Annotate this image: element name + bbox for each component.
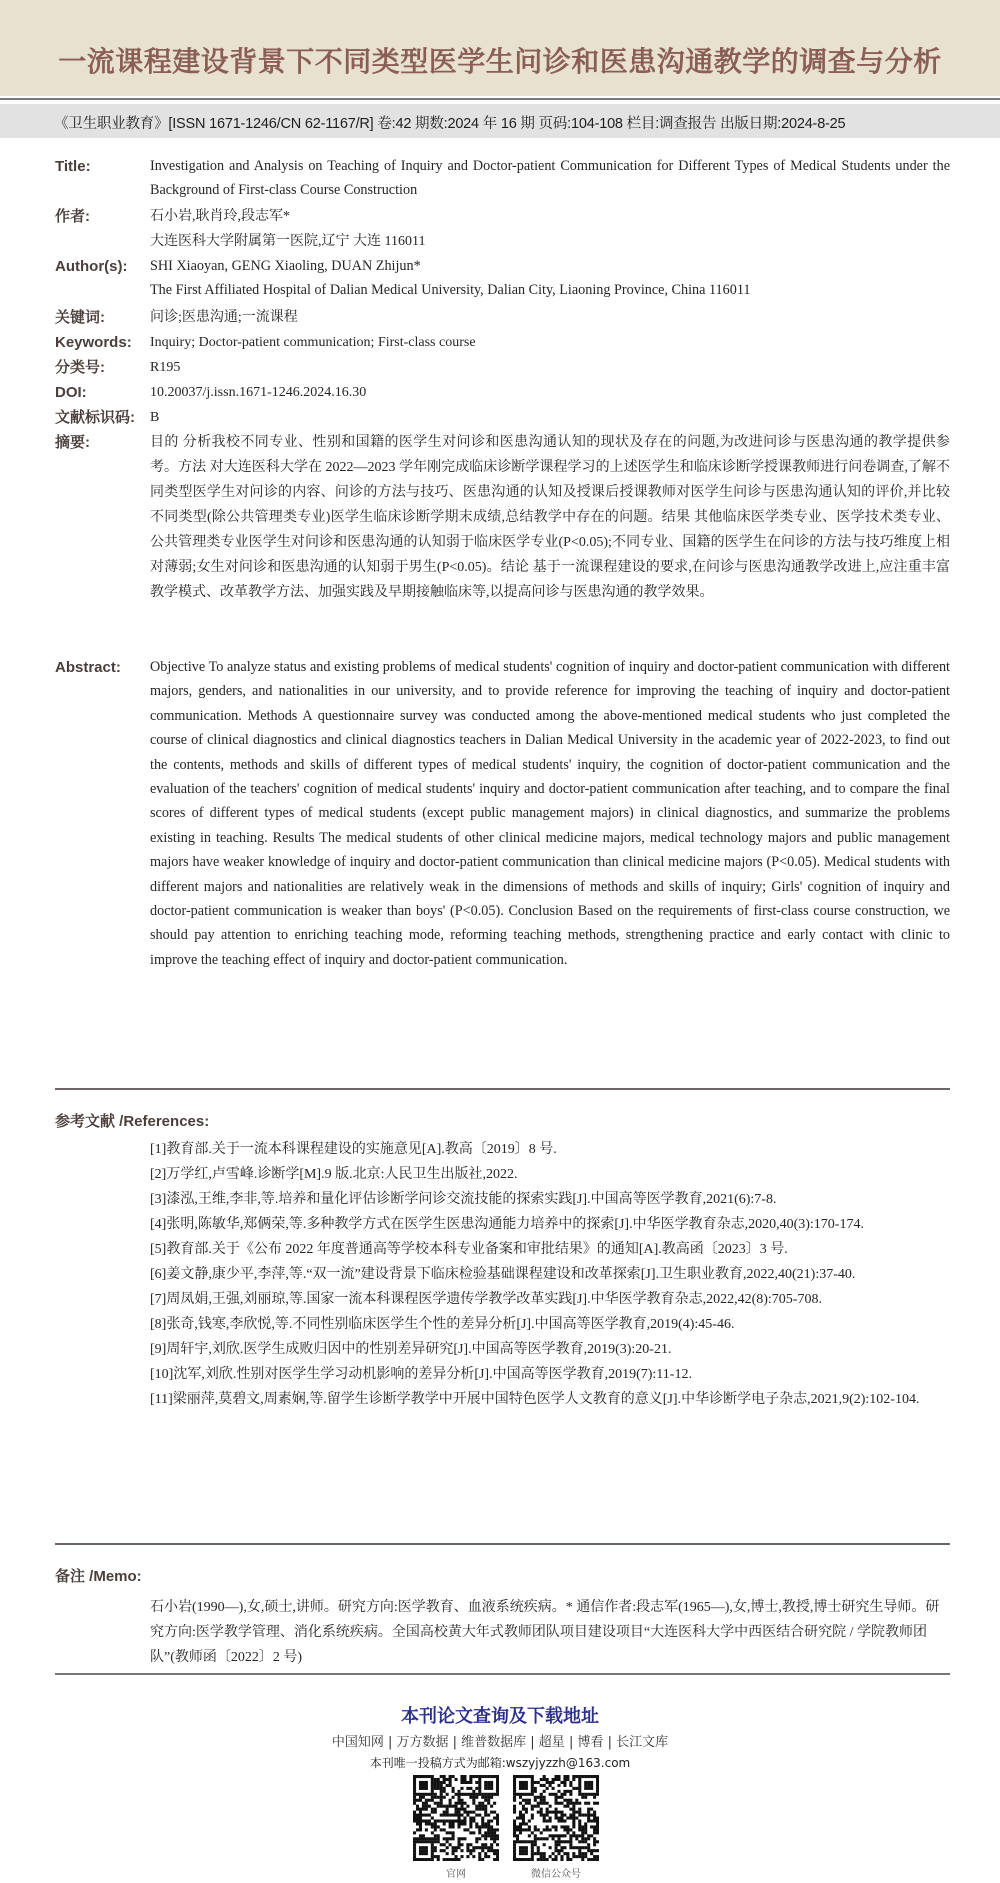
qr-code-wechat[interactable] <box>513 1775 599 1861</box>
field-author-cn <box>55 204 950 254</box>
reference-item: [8]张奇,钱寒,李欣悦,等.不同性别临床医学生个性的差异分析[J].中国高等医学教育,2019(4):45-46. <box>150 1317 735 1332</box>
qr-caption-wechat: 微信公众号 <box>531 1869 581 1880</box>
label-doi: DOI: <box>55 384 87 401</box>
reference-item: [9]周轩宇,刘欣.医学生成败归因中的性别差异研究[J].中国高等医学教育,2019(3):20-21. <box>150 1342 672 1357</box>
label-abstract-cn: 摘要: <box>55 434 90 451</box>
references-list <box>150 1137 950 1412</box>
label-keywords-en: Keywords: <box>55 334 132 351</box>
database-list: 中国知网 | 万方数据 | 维普数据库 | 超星 | 博看 | 长江文库 <box>331 1735 669 1750</box>
english-title: Investigation and Analysis on Teaching of Inquiry and Doctor-patient Communication for Different Types of Medical Students under the Background of First-class Course Construction <box>150 158 950 199</box>
field-keywords-cn <box>55 305 950 330</box>
label-abstract-en: Abstract: <box>55 659 121 676</box>
document-code: B <box>150 410 160 425</box>
label-title: Title: <box>55 158 91 175</box>
affiliation-en: The First Affiliated Hospital of Dalian Medical University, Dalian City, Liaoning Province, China 116011 <box>150 282 751 299</box>
abstract-en: Objective To analyze status and existing problems of medical students' cognition of inquiry and doctor-patient communication with different majors, genders, and nationalities in our university, and to provide reference for improving the teaching of inquiry and doctor-patient communication. Methods A questionnaire survey was conducted among the above-mentioned medical students who just completed the course of clinical diagnostics and clinical diagnostics teachers in Dalian Medical University in the academic year of 2022-2023, to find out the contents, methods and skills of different types of medical students' inquiry, the cognition of doctor-patient communication and the evaluation of the teachers' cognition of medical students' inquiry and doctor-patient communication after teaching, and to compare the final scores of different types of medical students (except public management majors) in clinical diagnostics, and summarize the problems existing in teaching. Results The medical students of other clinical medicine majors, medical technology majors and public management majors have weaker knowledge of inquiry and doctor-patient communication than clinical medicine majors (P<0.05). Medical students with different majors and nationalities are relatively weak in the dimensions of methods and skills of inquiry; Girls' cognition of inquiry and doctor-patient communication is weaker than boys' (P<0.05). Conclusion Based on the requirements of first-class course construction, we should pay attention to enriching teaching mode, reforming teaching methods, strengthening practice and early contact with clinic to improve the teaching effect of inquiry and doctor-patient communication. <box>150 659 950 968</box>
reference-item: [2]万学红,卢雪峰.诊断学[M].9 版.北京:人民卫生出版社,2022. <box>150 1167 518 1182</box>
field-title <box>55 154 950 203</box>
divider <box>55 1088 950 1090</box>
references-heading: 参考文献 /References: <box>55 1113 210 1130</box>
label-author-cn: 作者: <box>55 208 90 225</box>
field-classification <box>55 355 950 380</box>
classification-number: R195 <box>150 360 181 375</box>
article-title: 一流课程建设背景下不同类型医学生问诊和医患沟通教学的调查与分析 <box>58 45 942 78</box>
reference-item: [6]姜文静,康少平,李萍,等.“双一流”建设背景下临床检验基础课程建设和改革探索[J].卫生职业教育,2022,40(21):37-40. <box>150 1267 856 1282</box>
doi-link[interactable]: 10.20037/j.issn.1671-1246.2024.16.30 <box>150 385 367 400</box>
reference-item: [5]教育部.关于《公布 2022 年度普通高等学校本科专业备案和审批结果》的通知[A].教高函〔2023〕3 号. <box>150 1242 788 1257</box>
field-doi <box>55 380 950 405</box>
qr-caption-website: 官网 <box>446 1869 466 1880</box>
memo-heading: 备注 /Memo: <box>55 1568 142 1585</box>
affiliation-cn: 大连医科大学附属第一医院,辽宁 大连 116011 <box>150 234 426 249</box>
authors-cn: 石小岩,耿肖玲,段志军* <box>150 209 290 224</box>
field-document-code <box>55 405 950 430</box>
reference-item: [1]教育部.关于一流本科课程建设的实施意见[A].教高〔2019〕8 号. <box>150 1142 557 1157</box>
reference-item: [11]梁丽萍,莫碧文,周素娴,等.留学生诊断学教学中开展中国特色医学人文教育的意义[J].中华诊断学电子杂志,2021,9(2):102-104. <box>150 1392 920 1407</box>
journal-meta-bar <box>0 104 1000 138</box>
divider <box>55 1673 950 1675</box>
reference-item: [7]周凤娟,王强,刘丽琼,等.国家一流本科课程医学遗传学教学改革实践[J].中华医学教育杂志,2022,42(8):705-708. <box>150 1292 822 1307</box>
reference-item: [3]漆泓,王维,李非,等.培养和量化评估诊断学问诊交流技能的探索实践[J].中国高等医学教育,2021(6):7-8. <box>150 1192 777 1207</box>
title-banner <box>0 0 1000 96</box>
divider <box>55 1543 950 1545</box>
field-abstract-cn <box>55 430 950 605</box>
field-abstract-en <box>55 655 950 972</box>
divider <box>0 98 1000 100</box>
label-keywords-cn: 关键词: <box>55 309 105 326</box>
field-keywords-en <box>55 330 950 355</box>
memo-text: 石小岩(1990—),女,硕士,讲师。研究方向:医学教育、血液系统疾病。* 通信作者:段志军(1965—),女,博士,教授,博士研究生导师。研究方向:医学教学管理、消化系统疾病。全国高校黄大年式教师团队项目建设项目“大连医科大学中西医结合研究院 / 学院教师团队”(教师函〔2022〕2 号) <box>150 1600 940 1665</box>
keywords-cn: 问诊;医患沟通;一流课程 <box>150 310 298 325</box>
label-author-en: Author(s): <box>55 258 128 275</box>
label-document-code: 文献标识码: <box>55 409 135 426</box>
reference-item: [4]张明,陈敏华,郑俩荣,等.多种教学方式在医学生医患沟通能力培养中的探索[J].中华医学教育杂志,2020,40(3):170-174. <box>150 1217 864 1232</box>
footer-heading: 本刊论文查询及下载地址 <box>401 1706 599 1727</box>
label-classification: 分类号: <box>55 359 105 376</box>
journal-meta: 《卫生职业教育》[ISSN 1671-1246/CN 62-1167/R] 卷:42 期数:2024 年 16 期 页码:104-108 栏目:调查报告 出版日期:2024-8-25 <box>54 116 846 132</box>
authors-en: SHI Xiaoyan, GENG Xiaoling, DUAN Zhijun* <box>150 258 421 274</box>
qr-code-website[interactable] <box>413 1775 499 1861</box>
submission-email: 本刊唯一投稿方式为邮箱:wszyjyzzh@163.com <box>369 1756 631 1770</box>
abstract-cn: 目的 分析我校不同专业、性别和国籍的医学生对问诊和医患沟通认知的现状及存在的问题,为改进问诊与医患沟通的教学提供参考。方法 对大连医科大学在 2022—2023 学年刚完成临床诊断学课程学习的上述医学生和临床诊断学授课教师进行问卷调查,了解不同类型医学生对问诊的内容、问诊的方法与技巧、医患沟通的认知及授课后授课教师对医学生问诊与医患沟通认知的评价,并比较不同类型(除公共管理类专业)医学生临床诊断学期末成绩,总结教学中存在的问题。结果 其他临床医学类专业、医学技术类专业、公共管理类专业医学生对问诊和医患沟通的认知弱于临床医学专业(P<0.05);不同专业、国籍的医学生在问诊的方法与技巧维度上相对薄弱;女生对问诊和医患沟通的认知弱于男生(P<0.05)。结论 基于一流课程建设的要求,在问诊与医患沟通教学改进上,应注重丰富教学模式、改革教学方法、加强实践及早期接触临床等,以提高问诊与医患沟通的教学效果。 <box>150 435 950 600</box>
keywords-en: Inquiry; Doctor-patient communication; First-class course <box>150 335 476 350</box>
reference-item: [10]沈军,刘欣.性别对医学生学习动机影响的差异分析[J].中国高等医学教育,2019(7):11-12. <box>150 1367 692 1382</box>
field-author-en <box>55 254 950 303</box>
